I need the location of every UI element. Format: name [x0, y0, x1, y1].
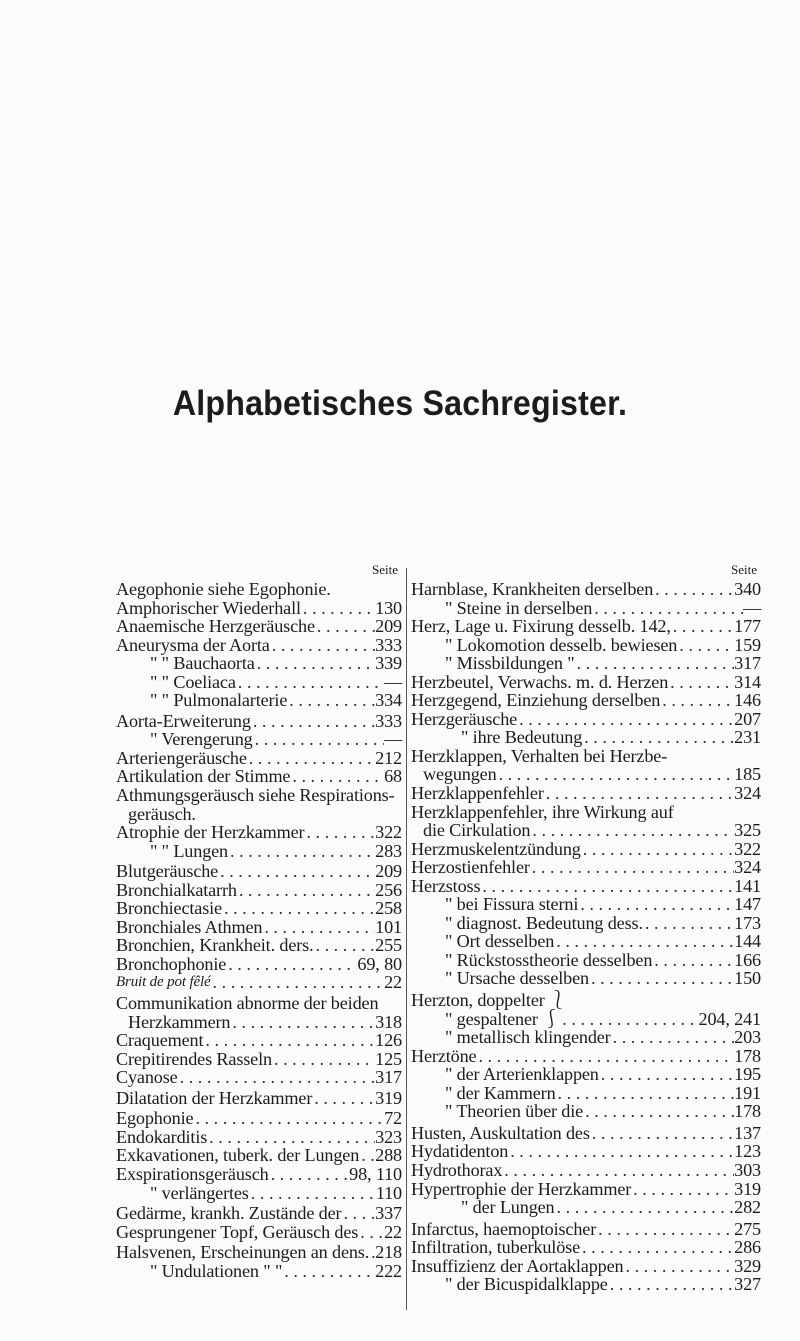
entry-label: Exspirationsgeräusch — [116, 1163, 269, 1184]
entry-page: 209 — [375, 616, 402, 637]
index-entry — [411, 1102, 761, 1121]
entry-label: Gesprungener Topf, Geräusch des — [116, 1221, 359, 1242]
entry-page: 191 — [734, 1082, 761, 1103]
index-entry — [411, 1065, 761, 1084]
leader-dots — [247, 749, 375, 768]
index-entry — [116, 805, 402, 824]
entry-label: " bei Fissura sterni — [445, 894, 579, 915]
entry-label: geräusch. — [128, 803, 196, 824]
index-entry — [116, 1013, 402, 1032]
leader-dots — [341, 1204, 375, 1223]
leader-dots — [282, 1262, 375, 1281]
index-entry — [411, 1084, 761, 1103]
index-entry — [116, 1184, 402, 1203]
entry-label: " Ort desselben — [445, 931, 555, 952]
entry-label: wegungen — [423, 764, 497, 785]
entry-page: 178 — [734, 1045, 761, 1066]
entry-label: " Missbildungen " — [445, 653, 575, 674]
entry-page: 69, 80 — [357, 953, 402, 974]
index-entry — [411, 617, 761, 636]
entry-label: Herzmuskelentzündung — [411, 838, 581, 859]
leader-dots — [575, 654, 735, 673]
entry-page: 318 — [375, 1011, 402, 1032]
entry-label: Herzklappen, Verhalten bei Herzbe- — [411, 745, 668, 766]
entry-label: Herzklappenfehler, ihre Wirkung auf — [411, 801, 674, 822]
leader-dots — [580, 1238, 734, 1257]
index-entry — [116, 936, 402, 955]
entry-page: 329 — [734, 1255, 761, 1276]
seite-header: Seite — [731, 562, 757, 577]
leader-dots — [253, 730, 384, 749]
entry-label: Herzgegend, Einziehung derselben — [411, 690, 661, 711]
leader-dots — [589, 969, 734, 988]
entry-page: 203 — [734, 1027, 761, 1048]
index-entry — [116, 1165, 402, 1184]
entry-page: 319 — [375, 1087, 402, 1108]
leader-dots — [581, 840, 734, 859]
leader-dots — [611, 1028, 735, 1047]
entry-label: Aegophonie siehe Egophonie. — [116, 579, 331, 599]
entry-page: 231 — [734, 727, 761, 748]
entry-page: 317 — [734, 653, 761, 674]
index-entry — [116, 1243, 402, 1262]
entry-label: Herzklappenfehler — [411, 783, 544, 804]
index-entry — [116, 899, 402, 918]
leader-dots — [476, 1047, 734, 1066]
leader-dots — [554, 932, 734, 951]
index-entry — [411, 1028, 761, 1047]
leader-dots — [255, 654, 376, 673]
entry-label: Herzstoss — [411, 875, 481, 896]
index-entry — [116, 691, 402, 710]
index-entry — [411, 840, 761, 859]
entry-label: Communikation abnorme der beiden — [116, 993, 379, 1014]
index-entry — [116, 654, 402, 673]
entry-label: " diagnost. Bedeutung dess. — [445, 912, 643, 933]
entry-page: 98, 110 — [349, 1163, 402, 1184]
leader-dots — [544, 784, 734, 803]
leader-dots — [668, 673, 734, 692]
entry-label: Gedärme, krankh. Zustände der — [116, 1203, 342, 1224]
index-entry — [116, 842, 402, 861]
index-entry — [411, 654, 761, 673]
index-entry — [411, 1257, 761, 1276]
entry-label: " der Kammern — [445, 1082, 556, 1103]
leader-dots — [193, 1109, 384, 1128]
entry-page: 314 — [734, 671, 761, 692]
entry-page: 322 — [375, 822, 402, 843]
entry-page: 72 — [384, 1108, 402, 1129]
entry-label: Bronchialkatarrh — [116, 879, 237, 900]
leader-dots — [211, 973, 385, 992]
entry-label: Crepitirendes Rasseln — [116, 1048, 272, 1069]
entry-page: 222 — [375, 1260, 402, 1281]
index-entry — [116, 673, 402, 692]
index-entry — [411, 1142, 761, 1161]
entry-page: 141 — [734, 875, 761, 896]
index-entry — [116, 730, 402, 749]
index-entry — [411, 951, 761, 970]
leader-dots — [590, 1124, 734, 1143]
leader-dots — [530, 821, 734, 840]
index-entry — [116, 767, 402, 786]
entry-page: 68 — [384, 766, 402, 787]
index-entry — [411, 858, 761, 877]
leader-dots — [218, 862, 375, 881]
entry-label: " " Bauchaorta — [150, 653, 255, 674]
entry-page: 288 — [375, 1145, 402, 1166]
entry-label: Insuffizienz der Aortaklappen — [411, 1255, 624, 1276]
index-entry — [411, 877, 761, 896]
index-entries-right — [411, 580, 761, 1294]
index-entry — [116, 1068, 402, 1087]
entry-label: " metallisch klingender — [445, 1027, 611, 1048]
leader-dots — [251, 712, 375, 731]
entry-page: 282 — [734, 1197, 761, 1218]
leader-dots — [578, 895, 734, 914]
entry-label: " Theorien über die — [445, 1101, 584, 1122]
index-entry — [411, 784, 761, 803]
entry-label: " " Lungen — [150, 840, 228, 861]
entry-label: Exkavationen, tuberk. der Lungen — [116, 1145, 360, 1166]
entry-page: 195 — [734, 1064, 761, 1085]
entry-label: Endokarditis — [116, 1126, 208, 1147]
index-entry — [411, 673, 761, 692]
entry-page: 178 — [734, 1101, 761, 1122]
entry-label: Egophonie — [116, 1108, 194, 1129]
entry-label: " " Pulmonalarterie — [150, 690, 288, 711]
index-entry — [116, 1204, 402, 1223]
entry-label: Herzbeutel, Verwachs. m. d. Herzen — [411, 671, 669, 692]
entry-page: 101 — [375, 916, 402, 937]
page-title: Alphabetisches Sachregister. — [172, 384, 628, 423]
index-entry — [116, 580, 402, 599]
leader-dots — [228, 842, 375, 861]
leader-dots — [592, 599, 743, 618]
entry-page: 123 — [734, 1141, 761, 1162]
entry-page: 283 — [375, 840, 402, 861]
entry-label: Amphorischer Wiederhall — [116, 597, 301, 618]
index-entry — [411, 710, 761, 729]
index-entry — [411, 1047, 761, 1066]
index-entry — [411, 580, 761, 599]
entry-label: Herztöne — [411, 1045, 477, 1066]
entry-page: 319 — [734, 1178, 761, 1199]
index-entry — [116, 1109, 402, 1128]
entry-label: Aneurysma der Aorta — [116, 634, 270, 655]
index-entry — [116, 823, 402, 842]
entry-page: 340 — [734, 579, 761, 599]
leader-dots — [287, 691, 375, 710]
leader-dots — [358, 1223, 384, 1242]
leader-dots — [359, 1146, 375, 1165]
index-entry — [116, 749, 402, 768]
entry-label: " gespaltener ⎰ — [445, 1008, 561, 1029]
entry-label: Harnblase, Krankheiten derselben — [411, 579, 654, 599]
entry-page: 333 — [375, 710, 402, 731]
leader-dots — [671, 617, 734, 636]
entry-page: — — [383, 671, 402, 692]
entry-page: 137 — [734, 1122, 761, 1143]
index-entry — [116, 1223, 402, 1242]
entry-page: 333 — [375, 634, 402, 655]
entry-label: Herzgeräusche — [411, 708, 518, 729]
leader-dots — [315, 617, 375, 636]
entry-label: Husten, Auskultation des — [411, 1122, 590, 1143]
leader-dots — [230, 1013, 375, 1032]
entry-page: 185 — [734, 764, 761, 785]
index-entry — [116, 994, 402, 1013]
entry-page: 177 — [734, 616, 761, 637]
index-entry — [411, 691, 761, 710]
leader-dots — [480, 877, 734, 896]
entry-label: Hydatidenton — [411, 1141, 509, 1162]
leader-dots — [502, 1161, 734, 1180]
index-entry — [411, 895, 761, 914]
leader-dots — [608, 1275, 734, 1294]
entry-page: 110 — [375, 1182, 402, 1203]
entry-label: " ihre Bedeutung — [461, 727, 583, 748]
entry-label: Bronchien, Krankheit. ders. — [116, 935, 314, 956]
leader-dots — [583, 1102, 734, 1121]
index-entry — [116, 1146, 402, 1165]
leader-dots — [599, 1065, 734, 1084]
entry-label: " der Arterienklappen — [445, 1064, 599, 1085]
entry-page: 218 — [375, 1242, 402, 1263]
entry-page: 323 — [375, 1126, 402, 1147]
index-entries-left — [116, 580, 402, 1280]
index-entry — [116, 1050, 402, 1069]
entry-label: " Verengerung — [150, 729, 253, 750]
leader-dots — [582, 728, 734, 747]
leader-dots — [304, 823, 375, 842]
entry-page: 204, 241 — [698, 1008, 761, 1029]
index-entry — [116, 786, 402, 805]
entry-label: Arteriengeräusche — [116, 747, 247, 768]
entry-page: 275 — [734, 1218, 761, 1239]
entry-label: Herzkammern — [128, 1011, 231, 1032]
entry-page: 166 — [734, 949, 761, 970]
index-entry — [116, 918, 402, 937]
entry-label: Anaemische Herzgeräusche — [116, 616, 315, 637]
entry-page: 130 — [375, 597, 402, 618]
entry-label: Dilatation der Herzkammer — [116, 1087, 313, 1108]
leader-dots — [508, 1142, 734, 1161]
entry-page: 209 — [375, 861, 402, 882]
index-entry — [116, 712, 402, 731]
entry-label: Athmungsgeräusch siehe Respirations- — [116, 785, 395, 806]
leader-dots — [312, 1089, 375, 1108]
entry-label: " Lokomotion desselb. bewiesen — [445, 634, 678, 655]
entry-page: 334 — [375, 690, 402, 711]
entry-page: 212 — [375, 747, 402, 768]
entry-label: Cyanose — [116, 1067, 178, 1088]
entry-page: 339 — [375, 653, 402, 674]
entry-label: " verlängertes — [150, 1182, 249, 1203]
entry-label: Craquement — [116, 1030, 204, 1051]
entry-label: Bronchophonie — [116, 953, 227, 974]
entry-page: 337 — [375, 1203, 402, 1224]
entry-page: 146 — [734, 690, 761, 711]
leader-dots — [237, 881, 375, 900]
index-entry — [116, 1031, 402, 1050]
entry-label: " Steine in derselben — [445, 597, 593, 618]
entry-page: 144 — [734, 931, 761, 952]
entry-label: Hypertrophie der Herzkammer — [411, 1178, 632, 1199]
index-entry — [116, 973, 402, 992]
index-entry — [411, 636, 761, 655]
entry-page: 325 — [734, 820, 761, 841]
index-entry — [116, 1262, 402, 1281]
seite-header: Seite — [372, 562, 398, 577]
index-entry — [411, 914, 761, 933]
leader-dots — [262, 918, 375, 937]
leader-dots — [222, 899, 375, 918]
entry-label: Halsvenen, Erscheinungen an dens. — [116, 1242, 370, 1263]
leader-dots — [596, 1220, 734, 1239]
leader-dots — [660, 691, 734, 710]
index-column-right — [411, 562, 761, 1294]
entry-page: 255 — [375, 935, 402, 956]
entry-label: " " Coeliaca — [150, 671, 236, 692]
index-entry — [411, 765, 761, 784]
leader-dots — [631, 1180, 734, 1199]
leader-dots — [178, 1068, 376, 1087]
leader-dots — [653, 580, 734, 599]
entry-label: " der Bicuspidalklappe — [445, 1274, 608, 1295]
entry-page: 125 — [375, 1048, 402, 1069]
entry-label: Bronchiales Athmen — [116, 916, 263, 937]
leader-dots — [556, 1084, 735, 1103]
entry-page: 303 — [734, 1159, 761, 1180]
entry-page: 324 — [734, 783, 761, 804]
index-entry — [411, 1010, 761, 1029]
leader-dots — [623, 1257, 734, 1276]
entry-page: 286 — [734, 1237, 761, 1258]
leader-dots — [270, 636, 375, 655]
leader-dots — [555, 1198, 735, 1217]
index-entry — [411, 1124, 761, 1143]
leader-dots — [249, 1184, 376, 1203]
entry-page: 159 — [734, 634, 761, 655]
entry-page: 150 — [734, 968, 761, 989]
index-entry — [116, 1128, 402, 1147]
entry-label: Herzton, doppelter ⎱ — [411, 990, 568, 1011]
leader-dots — [301, 599, 375, 618]
leader-dots — [643, 914, 734, 933]
entry-page: 22 — [384, 1221, 402, 1242]
index-column-left — [116, 562, 402, 1280]
index-entry — [411, 599, 761, 618]
entry-label: Herzostienfehler — [411, 857, 530, 878]
index-entry — [411, 1198, 761, 1217]
leader-dots — [226, 955, 357, 974]
entry-page: 317 — [375, 1067, 402, 1088]
index-entry — [411, 747, 761, 766]
entry-label: " der Lungen — [461, 1197, 555, 1218]
index-entry — [116, 881, 402, 900]
entry-label: " Undulationen " " — [150, 1260, 283, 1281]
index-entry — [411, 932, 761, 951]
entry-label: Bronchiectasie — [116, 898, 222, 919]
leader-dots — [272, 1050, 375, 1069]
index-entry — [411, 1220, 761, 1239]
leader-dots — [290, 767, 384, 786]
leader-dots — [207, 1128, 375, 1147]
entry-page: 126 — [375, 1030, 402, 1051]
leader-dots — [530, 858, 734, 877]
entry-page: 258 — [375, 898, 402, 919]
entry-page: — — [742, 597, 761, 618]
leader-dots — [652, 951, 734, 970]
entry-page: 327 — [734, 1274, 761, 1295]
index-entry — [411, 1161, 761, 1180]
index-entry — [411, 728, 761, 747]
entry-label: Bruit de pot fêlé — [116, 974, 211, 991]
index-entry — [116, 955, 402, 974]
index-entry — [116, 1089, 402, 1108]
entry-label: Infarctus, haemoptoischer — [411, 1218, 597, 1239]
index-entry — [116, 636, 402, 655]
leader-dots — [203, 1031, 375, 1050]
entry-page: 322 — [734, 838, 761, 859]
entry-page: 256 — [375, 879, 402, 900]
entry-label: Herz, Lage u. Fixirung desselb. 142, — [411, 616, 671, 637]
leader-dots — [677, 636, 734, 655]
index-entry — [116, 599, 402, 618]
entry-label: Infiltration, tuberkulöse — [411, 1237, 580, 1258]
leader-dots — [236, 673, 384, 692]
index-entry — [411, 1275, 761, 1294]
entry-label: Artikulation der Stimme — [116, 766, 291, 787]
index-entry — [411, 991, 761, 1010]
leader-dots — [517, 710, 734, 729]
entry-page: 173 — [734, 912, 761, 933]
index-entry — [411, 969, 761, 988]
leader-dots — [313, 936, 375, 955]
entry-label: Blutgeräusche — [116, 861, 219, 882]
entry-label: Hydrothorax — [411, 1159, 503, 1180]
entry-page: 22 — [384, 972, 402, 993]
entry-page: 324 — [734, 857, 761, 878]
entry-page: — — [383, 729, 402, 750]
entry-label: " Ursache desselben — [445, 968, 589, 989]
index-entry — [411, 821, 761, 840]
leader-dots — [560, 1010, 698, 1029]
entry-label: " Rückstosstheorie desselben — [445, 949, 653, 970]
index-entry — [411, 1238, 761, 1257]
entry-page: 147 — [734, 894, 761, 915]
index-entry — [116, 862, 402, 881]
entry-label: Atrophie der Herzkammer — [116, 822, 305, 843]
entry-label: die Cirkulation — [423, 820, 531, 841]
index-entry — [116, 617, 402, 636]
entry-label: Aorta-Erweiterung — [116, 710, 251, 731]
leader-dots — [497, 765, 735, 784]
index-entry — [411, 803, 761, 822]
entry-page: 207 — [734, 708, 761, 729]
leader-dots — [269, 1165, 350, 1184]
column-divider — [406, 568, 407, 1310]
index-entry — [411, 1180, 761, 1199]
